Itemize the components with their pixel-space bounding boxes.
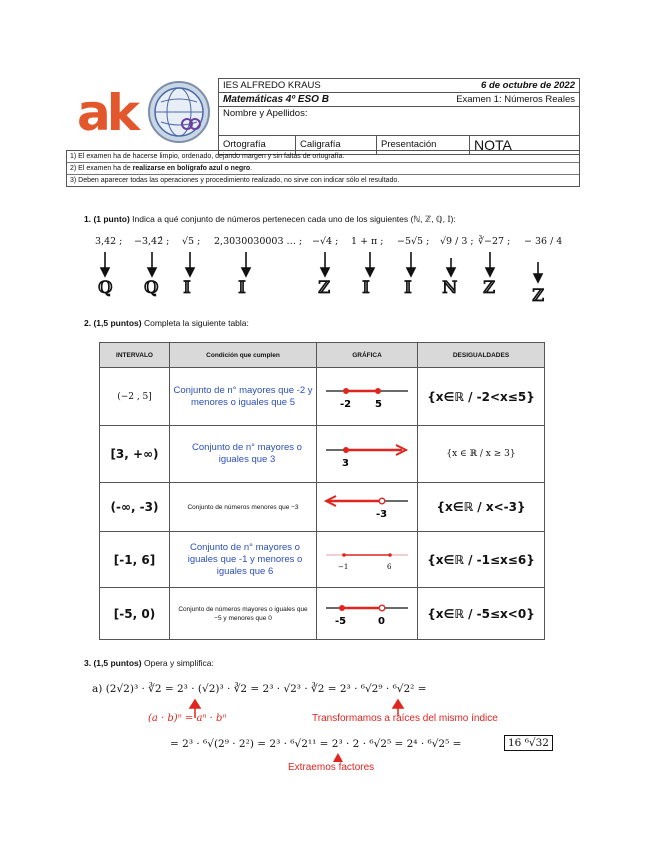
globe-logo-icon [147,80,211,144]
question-1-heading: 1. (1 punto) Indica a qué conjunto de números pertenecen cada uno de los siguientes (ℕ, ℤ, ℚ, 𝕀): [84,214,456,224]
number-item: 2,3030030003 … ; [214,236,303,247]
number-item: −3,42̂ ; [134,236,170,247]
intervals-table [99,342,545,640]
graph-cell [317,588,418,640]
col-header: Condición que cumplen [170,343,317,368]
col-header: GRÁFICA [317,343,418,368]
table-row [100,532,545,588]
answer-item: 𝕀 [238,278,246,298]
graph-cell [317,483,418,532]
graph-label: 6 [387,562,392,571]
subject-title: Matemáticas 4º ESO B [223,94,329,105]
interval-cell: (-∞, -3) [100,483,170,532]
answer-item: 𝕀 [362,278,370,298]
presentation-cell: Presentación [377,136,470,154]
same-index-note: Transformamos a raíces del mismo índice [312,713,498,724]
condition-cell: Conjunto de n° mayores o iguales que 3 [170,426,317,483]
spelling-cell: Ortografía [219,136,296,154]
graph-label: -5 [335,615,347,627]
answer-item: ℤ [483,278,496,298]
table-row [100,368,545,426]
number-line-graph [322,381,412,411]
graph-label: 3 [342,458,349,468]
interval-cell: [3, +∞) [100,426,170,483]
answer-item: 𝕀 [183,278,191,298]
number-item: 1 + π ; [351,236,384,247]
number-item: − 36 / 4 [524,236,563,247]
answer-item: ℤ [318,278,331,298]
col-header: INTERVALO [100,343,170,368]
answer-item: ℚ [98,278,113,298]
handwriting-cell: Caligrafía [296,136,377,154]
condition-cell: Conjunto de números mayores o iguales que −5 y menores que 0 [170,588,317,640]
number-item: ∛−27 ; [478,236,511,247]
answer-item: ℕ [442,278,458,298]
number-line-graph [322,544,412,574]
table-row [100,483,545,532]
inequality-cell: {x∈ℝ / -5≤x<0} [418,588,545,640]
exam-title: Examen 1: Números Reales [456,94,575,105]
interval-cell: (−2 , 5] [100,368,170,426]
final-result: 16 ⁶√32 [504,735,553,751]
number-item: √9 / 3 ; [440,236,474,247]
inequality-cell: {x∈ℝ / x<-3} [418,483,545,532]
instructions-box [66,150,580,187]
inequality-cell: {x∈ℝ / -2<x≤5} [418,368,545,426]
answer-item: ℤ [532,286,545,306]
grade-cell: NOTA [474,137,512,153]
graph-label: -3 [376,509,388,520]
question-3-heading: 3. (1,5 puntos) Opera y simplifica: [84,658,214,668]
school-logo: ak [77,84,136,142]
answer-item: 𝕀 [404,278,412,298]
condition-cell: Conjunto de números menores que −3 [170,483,317,532]
graph-cell [317,426,418,483]
interval-cell: [-1, 6] [100,532,170,588]
condition-cell: Conjunto de n° mayores que -2 y menores o iguales que 5 [170,368,317,426]
number-line-graph [322,438,412,468]
number-item: 3,42 ; [95,236,123,247]
extract-factors-note: Extraemos factores [288,762,375,773]
graph-label: -2 [340,398,352,410]
instruction-3: 3) Deben aparecer todas las operaciones y procedimiento realizado, no sirve con indicar sólo el resultado. [70,177,400,184]
number-item: −√4 ; [312,236,339,247]
exam-header-table [218,78,580,155]
graph-cell [317,368,418,426]
graph-label: 5 [375,398,382,410]
instruction-1: 1) El examen ha de hacerse limpio, ordenado, dejando margen y sin faltas de ortografía. [67,151,579,163]
number-item: √5 ; [182,236,201,247]
math-line-2: = 2³ · ⁶√(2⁹ · 2²) = 2³ · ⁶√2¹¹ = 2³ · 2 · ⁶√2⁵ = 2⁴ · ⁶√2⁵ = [170,738,462,750]
graph-cell [317,532,418,588]
math-line-1: a) (2√2)³ · ∛2 = 2³ · (√2)³ · ∛2 = 2³ · √2³ · ∛2 = 2³ · ⁶√2⁹ · ⁶√2² = [92,683,427,695]
condition-cell: Conjunto de n° mayores o iguales que -1 y menores o iguales que 6 [170,532,317,588]
number-item: −5√5 ; [397,236,430,247]
answer-item: ℚ [144,278,159,298]
name-field-label: Nombre y Apellidos: [223,108,308,119]
table-row [100,588,545,640]
graph-label: −1 [338,562,349,571]
table-row [100,426,545,483]
question-2-heading: 2. (1,5 puntos) Completa la siguiente tabla: [84,318,249,328]
graph-label: 0 [378,615,385,627]
instruction-2: 2) El examen ha de realizarse en bolígrafo azul o negro. [67,163,579,175]
power-rule-note: (a · b)ⁿ = aⁿ · bⁿ [148,713,227,724]
col-header: DESIGUALDADES [418,343,545,368]
inequality-cell: {x∈ℝ / -1≤x≤6} [418,532,545,588]
number-line-graph [322,491,412,521]
number-line-graph [322,598,412,628]
interval-cell: [-5, 0) [100,588,170,640]
school-name: IES ALFREDO KRAUS [223,80,321,91]
exam-date: 6 de octubre de 2022 [481,80,575,91]
inequality-cell: {x ∈ ℝ / x ≥ 3} [418,426,545,483]
